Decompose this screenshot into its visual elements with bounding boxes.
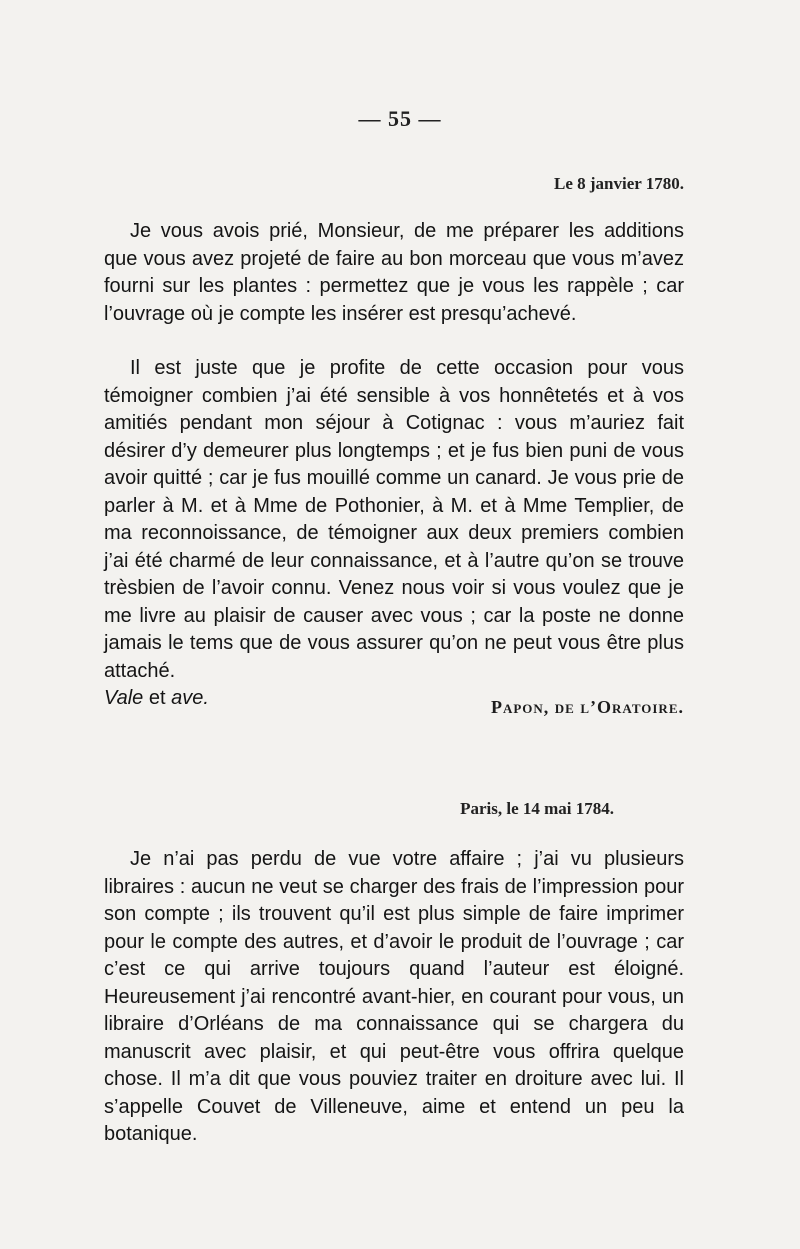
- closing-ave: ave.: [171, 687, 209, 709]
- letter1-para2-block: [104, 355, 684, 713]
- letter1-date-block: [104, 174, 684, 194]
- closing-et: et: [148, 687, 166, 709]
- letter1-para1-block: [104, 218, 684, 328]
- letter1-signature: Papon, de l’Oratoire.: [490, 697, 684, 717]
- letter2-date-block: [104, 799, 684, 819]
- letter2-paragraph-1: Je n’ai pas perdu de vue votre affaire ; j’ai vu plusieurs libraires : aucun ne veut se charger des frais de l’impression pour son compte ; ils trouvent qu’il est plus simple de faire imprimer pour le compte des autres, et d’avoir le produit de l’ouvrage ; car c’est ce qui arrive toujours quand l’auteur est éloigné. Heureusement j’ai rencontré avant-hier, en courant pour vous, un libraire d’Orléans de ma connaissance qui se chargera du manuscrit avec plaisir, et qui peut-être vous offrira quelque chose. Il m’a dit que vous pouviez traiter en droiture avec lui. Il s’appelle Couvet de Villeneuve, aime et entend un peu la botanique.: [104, 848, 684, 1145]
- page-number: — 55 —: [358, 106, 442, 131]
- letter2-date: Paris, le 14 mai 1784.: [460, 799, 614, 818]
- letter2-para1-block: [104, 846, 684, 1149]
- letter1-paragraph-1: Je vous avois prié, Monsieur, de me préparer les additions que vous avez projeté de faire au bon morceau que vous m’avez fourni sur les plantes : permettez que je vous les rappèle ; car l’ouvrage où je compte les insérer est presqu’achevé.: [104, 220, 684, 325]
- letter1-paragraph-2: Il est juste que je profite de cette occasion pour vous témoigner combien j’ai été sensible à vos honnêtetés et à vos amitiés pendant mon séjour à Cotignac : vous m’auriez fait désirer d’y demeurer plus longtemps ; et je fus bien puni de vous avoir quitté ; car je fus mouillé comme un canard. Je vous prie de parler à M. et à Mme de Pothonier, à M. et à Mme Templier, de ma reconnoissance, de témoigner aux deux premiers combien j’ai été charmé de leur connaissance, et à l’autre qu’on se trouve trèsbien de l’avoir connu. Venez nous voir si vous voulez que je me livre au plaisir de causer avec vous ; car la poste ne donne jamais le tems que de vous assurer qu’on ne peut vous être plus attaché.: [104, 357, 684, 682]
- letter1-signature-block: [104, 697, 684, 718]
- letter1-date: Le 8 janvier 1780.: [553, 174, 684, 193]
- closing-vale: Vale: [104, 687, 144, 709]
